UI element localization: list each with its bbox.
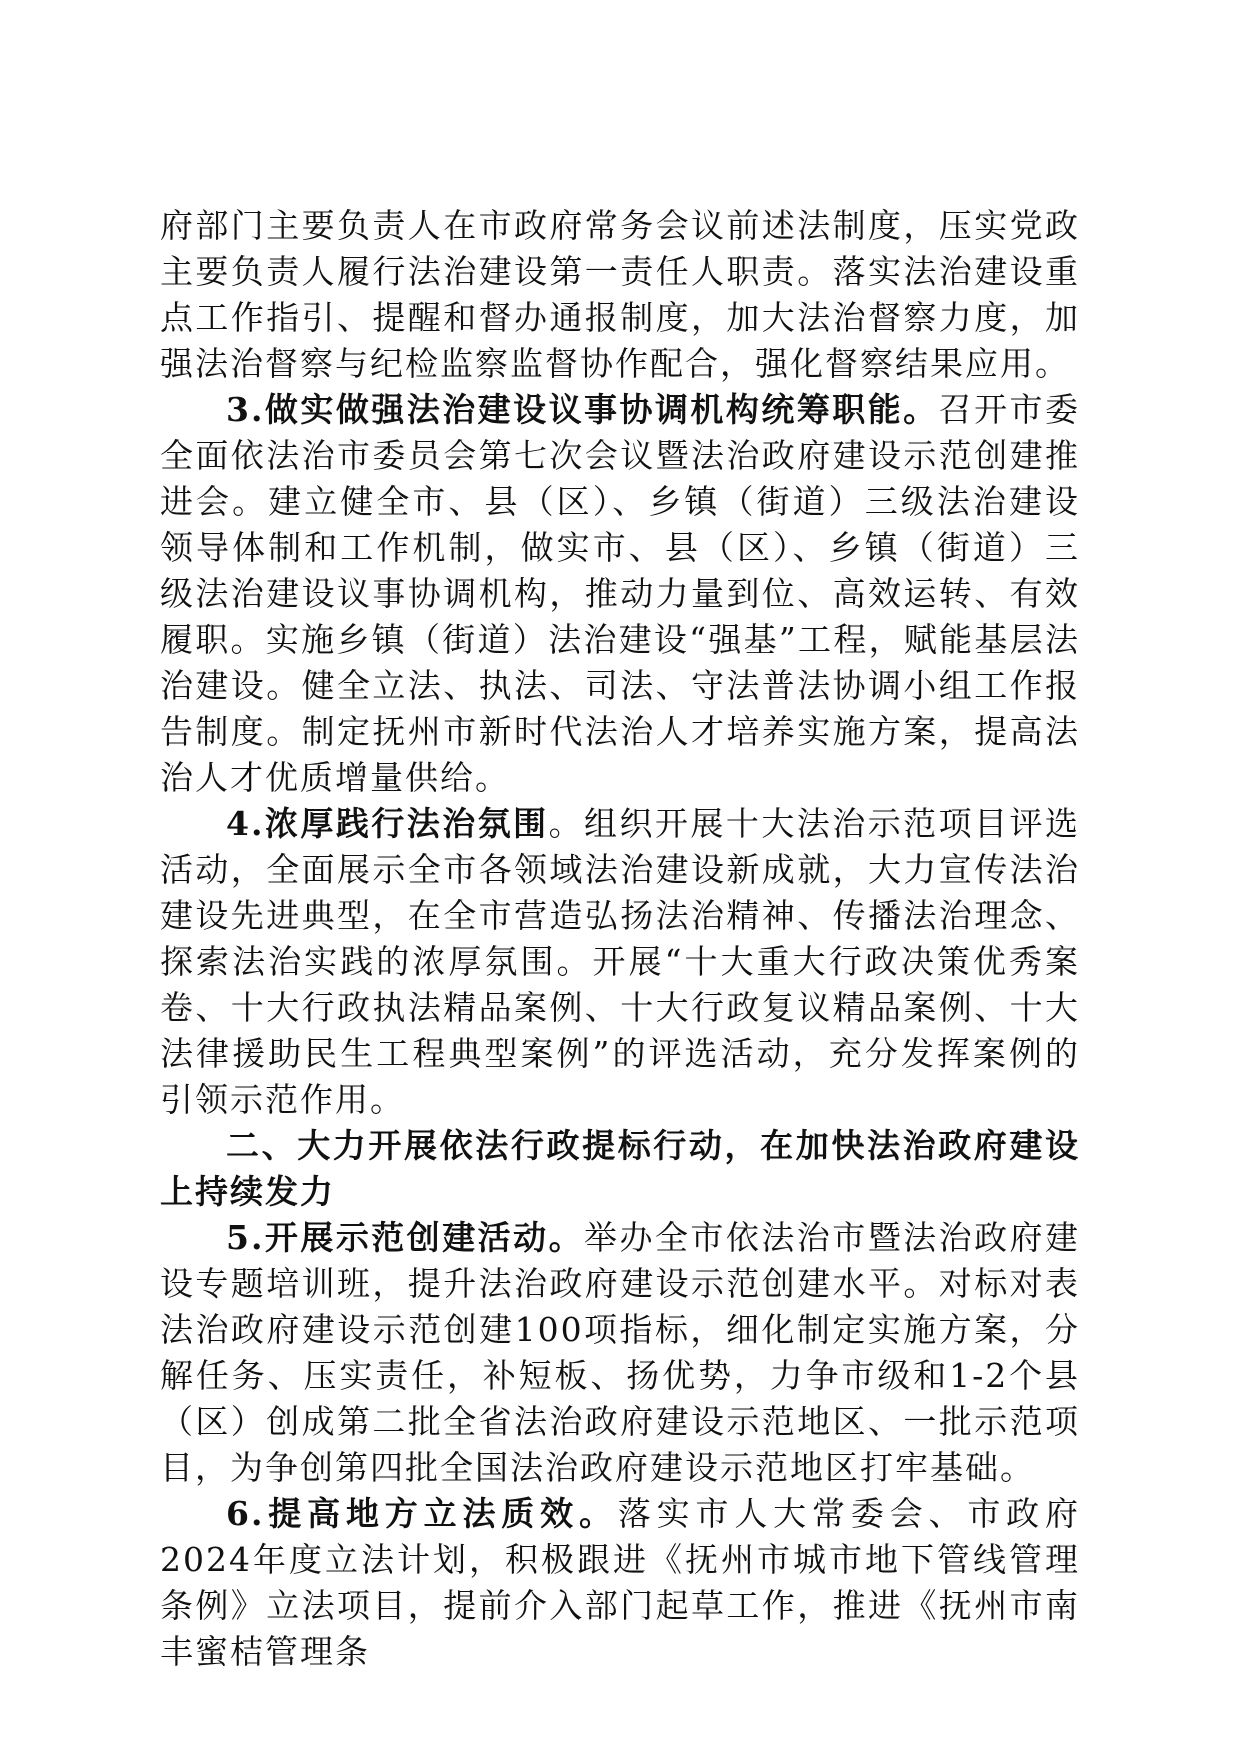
paragraph-continued — [160, 203, 1080, 387]
paragraph-body: 府部门主要负责人在市政府常务会议前述法制度，压实党政主要负责人履行法治建设第一责任人职责。落实法治建设重点工作指引、提醒和督办通报制度，加大法治督察力度，加强法治督察与纪检监察监督协作配合，强化督察结果应用。 — [160, 206, 1080, 383]
paragraph-item-6 — [160, 1491, 1080, 1675]
item-4-body: 。组织开展十大法治示范项目评选活动，全面展示全市各领域法治建设新成就，大力宣传法治建设先进典型，在全市营造弘扬法治精神、传播法治理念、探索法治实践的浓厚氛围。开展“十大重大行政决策优秀案卷、十大行政执法精品案例、十大行政复议精品案例、十大法律援助民生工程典型案例”的评选活动，充分发挥案例的引领示范作用。 — [160, 804, 1080, 1119]
section-heading-2: 二、大力开展依法行政提标行动，在加快法治政府建设上持续发力 — [160, 1126, 1080, 1211]
item-3-body: 召开市委全面依法治市委员会第七次会议暨法治政府建设示范创建推进会。建立健全市、县（区）、乡镇（街道）三级法治建设领导体制和工作机制，做实市、县（区）、乡镇（街道）三级法治建设议事协调机构，推动力量到位、高效运转、有效履职。实施乡镇（街道）法治建设“强基”工程，赋能基层法治建设。健全立法、执法、司法、守法普法协调小组工作报告制度。制定抚州市新时代法治人才培养实施方案，提高法治人才优质增量供给。 — [160, 390, 1081, 797]
paragraph-item-5 — [160, 1215, 1080, 1491]
item-5-body: 举办全市依法治市暨法治政府建设专题培训班，提升法治政府建设示范创建水平。对标对表法治政府建设示范创建100项指标，细化制定实施方案，分解任务、压实责任，补短板、扬优势，力争市级和1-2个县（区）创成第二批全省法治政府建设示范地区、一批示范项目，为争创第四批全国法治政府建设示范地区打牢基础。 — [160, 1218, 1081, 1487]
paragraph-item-3 — [160, 387, 1080, 801]
paragraph-item-4 — [160, 801, 1080, 1123]
item-5-title: 5.开展示范创建活动。 — [226, 1218, 585, 1257]
item-3-title: 3.做实做强法治建设议事协调机构统筹职能。 — [226, 390, 939, 429]
document-page — [160, 203, 1080, 1675]
item-4-title: 4.浓厚践行法治氛围 — [226, 804, 549, 843]
item-6-title: 6.提高地方立法质效。 — [226, 1494, 618, 1533]
item-6-body: 落实市人大常委会、市政府2024年度立法计划，积极跟进《抚州市城市地下管线管理条例》立法项目，提前介入部门起草工作，推进《抚州市南丰蜜桔管理条 — [160, 1494, 1081, 1671]
